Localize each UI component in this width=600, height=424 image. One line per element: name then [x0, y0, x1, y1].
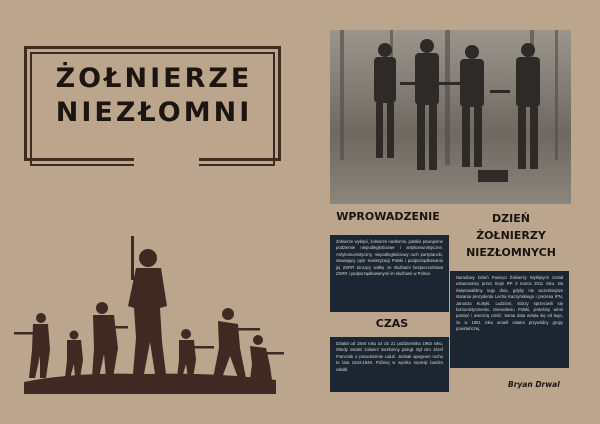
time-panel: Działał od 1944 roku aż do 21 października 1963 roku. Wtedy ostatni żołnierz niezłomny poległ. Był nim Józef Franczak o pseudonimie Laluś. Jednak apogeum ruchu to lata 1944-1949. Później w wyniku represji bardzo osłabł. — [330, 337, 449, 392]
title-line-1: ŻOŁNIERZE — [55, 63, 253, 94]
time-heading: CZAS — [375, 317, 409, 330]
day-heading-line: NIEZŁOMNYCH — [466, 246, 556, 259]
intro-panel: Żołnierze wyklęci, żołnierze niezłomni, polskie powojenne podziemie niepodległościowe i antykomunistyczne. Antykomunistyczny, niepodległościowy ruch partyzancki, stawiający opór sowietyzacji Polski i podporządkowaniu jej ZSRR toczący walkę ze służbami bezpieczeństwa ZSRR i podporządkowanymi im służbami w Polsce. — [330, 235, 449, 312]
intro-heading: WPROWADZENIE — [336, 210, 440, 223]
page-title — [40, 62, 268, 130]
day-panel: Narodowy Dzień Pamięci Żołnierzy Wyklętych został ustanowiony przez Sejm RP 3 marca 2011 roku. Na świętowaliśmy tego dnia, gdyby nie wcześniejsze starania prezydenta Lecha Kaczyńskiego i prezesa IPN, Janusza Kurtyki. Ludziom, którzy sprzeciwili się komunistycznemu zniewoleniu Polski, jesteśmy winni pamięć i wieczną cześć. Sama data wzięła się od tego, że w 1951 roku umarli ostatni przywódcy grupy powstańczej. — [450, 271, 569, 368]
soldier-silhouettes-illustration — [14, 230, 284, 400]
title-line-2: NIEZŁOMNI — [55, 97, 253, 128]
day-heading-line: DZIEŃ — [492, 212, 530, 225]
day-heading — [446, 210, 576, 261]
day-heading-line: ŻOŁNIERZY — [476, 229, 546, 242]
historical-photo — [330, 30, 571, 204]
author-signature: Bryan Drwal — [508, 380, 560, 389]
